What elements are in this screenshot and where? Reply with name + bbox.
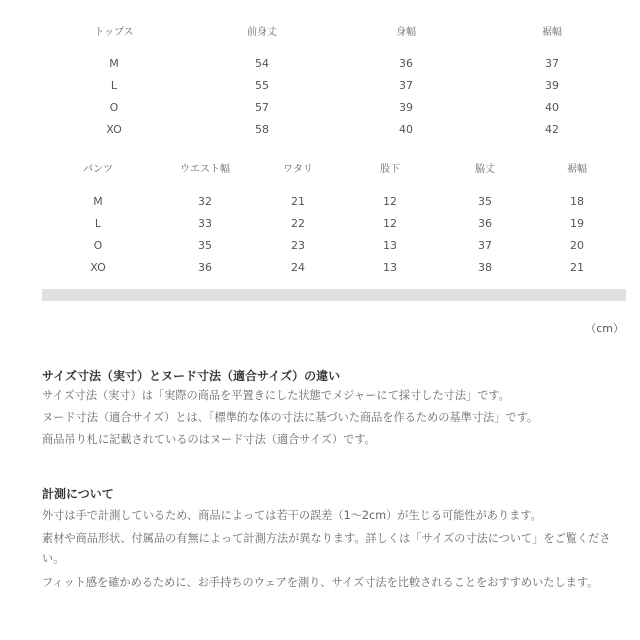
table-cell: 20	[570, 239, 584, 252]
section2-line: 外寸は手で計測しているため、商品によっては若干の誤差（1〜2cm）が生じる可能性があります。	[42, 509, 542, 522]
table-cell: O	[93, 239, 103, 252]
table-cell: 54	[255, 57, 269, 70]
table-cell: 24	[291, 261, 305, 274]
table-row	[42, 119, 626, 141]
table-row	[42, 235, 626, 257]
table-cell: O	[109, 101, 119, 114]
table-cell: 13	[383, 261, 397, 274]
section2-body	[42, 505, 627, 593]
table-cell: L	[110, 79, 118, 92]
section1-title: サイズ寸法（実寸）とヌード寸法（適合サイズ）の違い	[42, 369, 341, 383]
table-cell: 55	[255, 79, 269, 92]
table-cell: M	[93, 195, 103, 208]
section2-line: フィット感を確かめるために、お手持ちのウェアを測り、サイズ寸法を比較されることをおすすめいたします。	[42, 576, 599, 589]
table-cell: 19	[570, 217, 584, 230]
table-cell: 38	[478, 261, 492, 274]
table-cell: 22	[291, 217, 305, 230]
section1-line: ヌード寸法（適合サイズ）とは、「標準的な体の寸法に基づいた商品を作るための基準寸法」です。	[42, 411, 539, 424]
column-header: パンツ	[83, 164, 113, 175]
table-cell: 57	[255, 101, 269, 114]
column-header: トップス	[94, 27, 134, 38]
column-header: 股下	[380, 164, 400, 175]
table-cell: 37	[545, 57, 559, 70]
table-cell: M	[109, 57, 119, 70]
unit-label: （cm）	[585, 322, 624, 335]
table-cell: 40	[545, 101, 559, 114]
section1-line: 商品吊り札に記載されているのはヌード寸法（適合サイズ）です。	[42, 433, 376, 446]
section2-title: 計測について	[42, 487, 114, 501]
section1-line: サイズ寸法（実寸）は「実際の商品を平置きにした状態でメジャーにて採寸した寸法」です。	[42, 389, 510, 402]
table-cell: 33	[198, 217, 212, 230]
column-header: 裾幅	[542, 27, 562, 38]
table-row	[42, 213, 626, 235]
table-cell: 36	[478, 217, 492, 230]
table-cell: 35	[478, 195, 492, 208]
table-cell: 36	[198, 261, 212, 274]
table-row	[42, 75, 626, 97]
table-header-row	[42, 156, 626, 178]
column-header: 裾幅	[567, 164, 587, 175]
table-cell: 12	[383, 217, 397, 230]
column-header: 身幅	[396, 27, 416, 38]
table-header-row	[42, 19, 626, 41]
table-row	[42, 53, 626, 75]
section2-line: 素材や商品形状、付属品の有無によって計測方法が異なります。詳しくは「サイズの寸法について」をご覧ください。	[42, 532, 611, 565]
column-header: 前身丈	[247, 27, 277, 38]
table-cell: 39	[545, 79, 559, 92]
table-cell: 42	[545, 123, 559, 136]
table-row	[42, 191, 626, 213]
table-cell: 37	[399, 79, 413, 92]
table-cell: 32	[198, 195, 212, 208]
table-cell: 35	[198, 239, 212, 252]
table-cell: XO	[106, 123, 122, 136]
table-cell: 37	[478, 239, 492, 252]
table-cell: 21	[570, 261, 584, 274]
table-cell: 13	[383, 239, 397, 252]
table-row	[42, 257, 626, 279]
table-cell: 18	[570, 195, 584, 208]
section1-body	[42, 385, 632, 451]
table-cell: 36	[399, 57, 413, 70]
column-header: ワタリ	[283, 164, 313, 175]
divider-bar	[42, 289, 626, 301]
table-cell: XO	[90, 261, 106, 274]
column-header: ウエスト幅	[180, 164, 230, 175]
column-header: 脇丈	[475, 164, 495, 175]
table-cell: 58	[255, 123, 269, 136]
table-cell: 39	[399, 101, 413, 114]
table-cell: 21	[291, 195, 305, 208]
table-cell: 40	[399, 123, 413, 136]
table-cell: L	[94, 217, 102, 230]
table-row	[42, 97, 626, 119]
table-cell: 23	[291, 239, 305, 252]
table-cell: 12	[383, 195, 397, 208]
